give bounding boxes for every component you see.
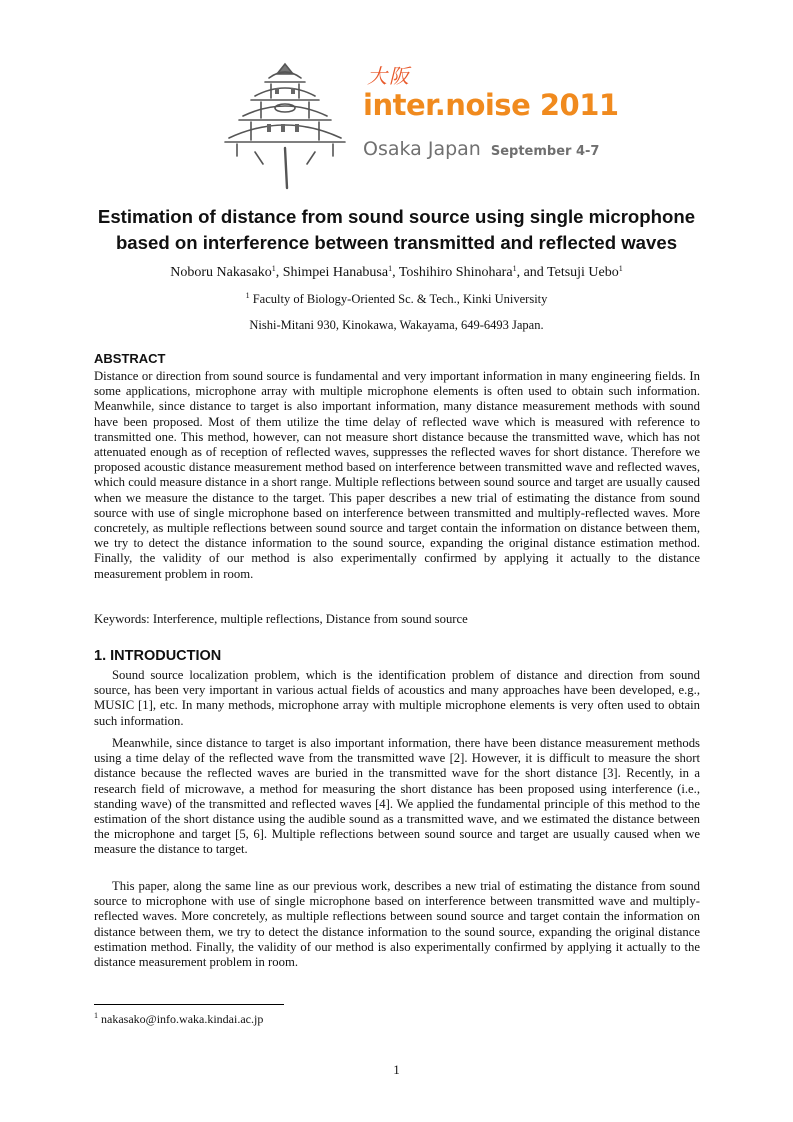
author-name: Shimpei Hanabusa [282, 265, 389, 280]
author-affiliation-mark: 1 [388, 264, 393, 273]
introduction-heading: 1. INTRODUCTION [94, 648, 222, 664]
author-affiliation-mark: 1 [512, 264, 517, 273]
logo-dates: September 4-7 [490, 144, 600, 159]
author-affiliation-mark: 1 [618, 264, 623, 273]
author-separator: , [392, 265, 399, 280]
footnote-email: nakasako@info.waka.kindai.ac.jp [101, 1012, 264, 1026]
affiliation-address: Nishi-Mitani 930, Kinokawa, Wakayama, 649-6493 Japan. [249, 318, 544, 332]
introduction-paragraph-2: Meanwhile, since distance to target is also important information, there have been distance measurement methods using a time delay of the reflected wave from the transmitted wave [2]. However, it is difficult to measure the short distance because the reflected waves are buried in the transmitted wave for the short distance [3]. Recently, in a research field of microwave, a method for measuring the short distance has been proposed using interference (i.e., standing wave) of the transmitted and reflected waves [4]. We applied the fundamental principle of this method to the estimation of the short distance using the audible sound as a transmitted wave, and we estimated the distance between the microphone and target [5, 6]. Multiple reflections between sound source and target are usually caused when we measure the distance to target. [94, 736, 700, 857]
affiliation-mark: 1 [245, 291, 250, 300]
footnote [94, 1012, 263, 1027]
author-list [60, 264, 733, 282]
keywords: Keywords: Interference, multiple reflections, Distance from sound source [94, 612, 468, 626]
logo-city [363, 138, 599, 160]
author-separator: , [275, 265, 283, 280]
abstract-text: Distance or direction from sound source is fundamental and very important information in many engineering fields. In some applications, microphone array with multiple microphone elements is often used to obtain such information. Meanwhile, since distance to target is also important information, many distance measurement methods with sound have been proposed. Most of them utilize the time delay of reflected wave which is measured with reference to transmitted one. This method, however, can not measure short distance because the transmitted wave, which has not attenuated enough as of reception of reflected waves, suppresses the reflected waves for short distance. Therefore we proposed acoustic distance measurement method based on interference between transmitted wave and reflected waves, which could measure distance in a short range. Multiple reflections between sound source and target are usually caused when we measure the distance to the target. This paper describes a new trial of estimating the distance from sound source with use of single microphone based on interference between transmitted and multiply-reflected waves. More concretely, as multiple reflections between sound source and target contain the information on distance between them, we try to detect the distance information to the sound source, expanding the original distance estimation method. Finally, the validity of our method is also experimentally confirmed by applying it actually to the distance measurement problem in room. [94, 369, 700, 581]
logo-title: inter.noise 2011 [363, 88, 619, 122]
author-name: Tetsuji Uebo [547, 265, 619, 280]
affiliation-name: Faculty of Biology-Oriented Sc. & Tech., Kinki University [252, 292, 548, 306]
author-affiliation-mark: 1 [271, 264, 276, 273]
introduction-paragraph-3: This paper, along the same line as our previous work, describes a new trial of estimating the distance from sound source to microphone with use of single microphone based on interference between transmitted wave and multiply-reflected waves. More concretely, as multiple reflections between sound source and target contain the information on distance between them, we try to detect the distance information to the sound source, expanding the original distance estimation method. Finally, the validity of our method is also experimentally confirmed by applying it actually to the distance measurement problem in room. [94, 879, 700, 970]
affiliation-line-1 [60, 291, 733, 307]
title-line-2: based on interference between transmitted and reflected waves [115, 232, 678, 253]
osaka-castle-icon [215, 52, 355, 192]
abstract-heading: ABSTRACT [94, 351, 166, 366]
paper-title [60, 204, 733, 256]
footnote-rule [94, 1004, 284, 1005]
author-separator: , and [516, 265, 548, 280]
author-name: Noboru Nakasako [170, 265, 272, 280]
logo-city-name: Osaka Japan [363, 138, 481, 160]
author-name: Toshihiro Shinohara [398, 265, 513, 280]
conference-logo [215, 52, 619, 192]
logo-kanji: 大阪 [367, 64, 411, 88]
title-line-1: Estimation of distance from sound source using single microphone [97, 206, 696, 227]
introduction-paragraph-1: Sound source localization problem, which is the identification problem of distance and direction from sound source, has been very important in various actual fields of acoustics and many approaches have been developed, e.g., MUSIC [1], etc. In many methods, microphone array with multiple microphone elements is very often used to obtain such information. [94, 668, 700, 728]
footnote-mark: 1 [94, 1011, 98, 1020]
page-number: 1 [393, 1062, 400, 1077]
